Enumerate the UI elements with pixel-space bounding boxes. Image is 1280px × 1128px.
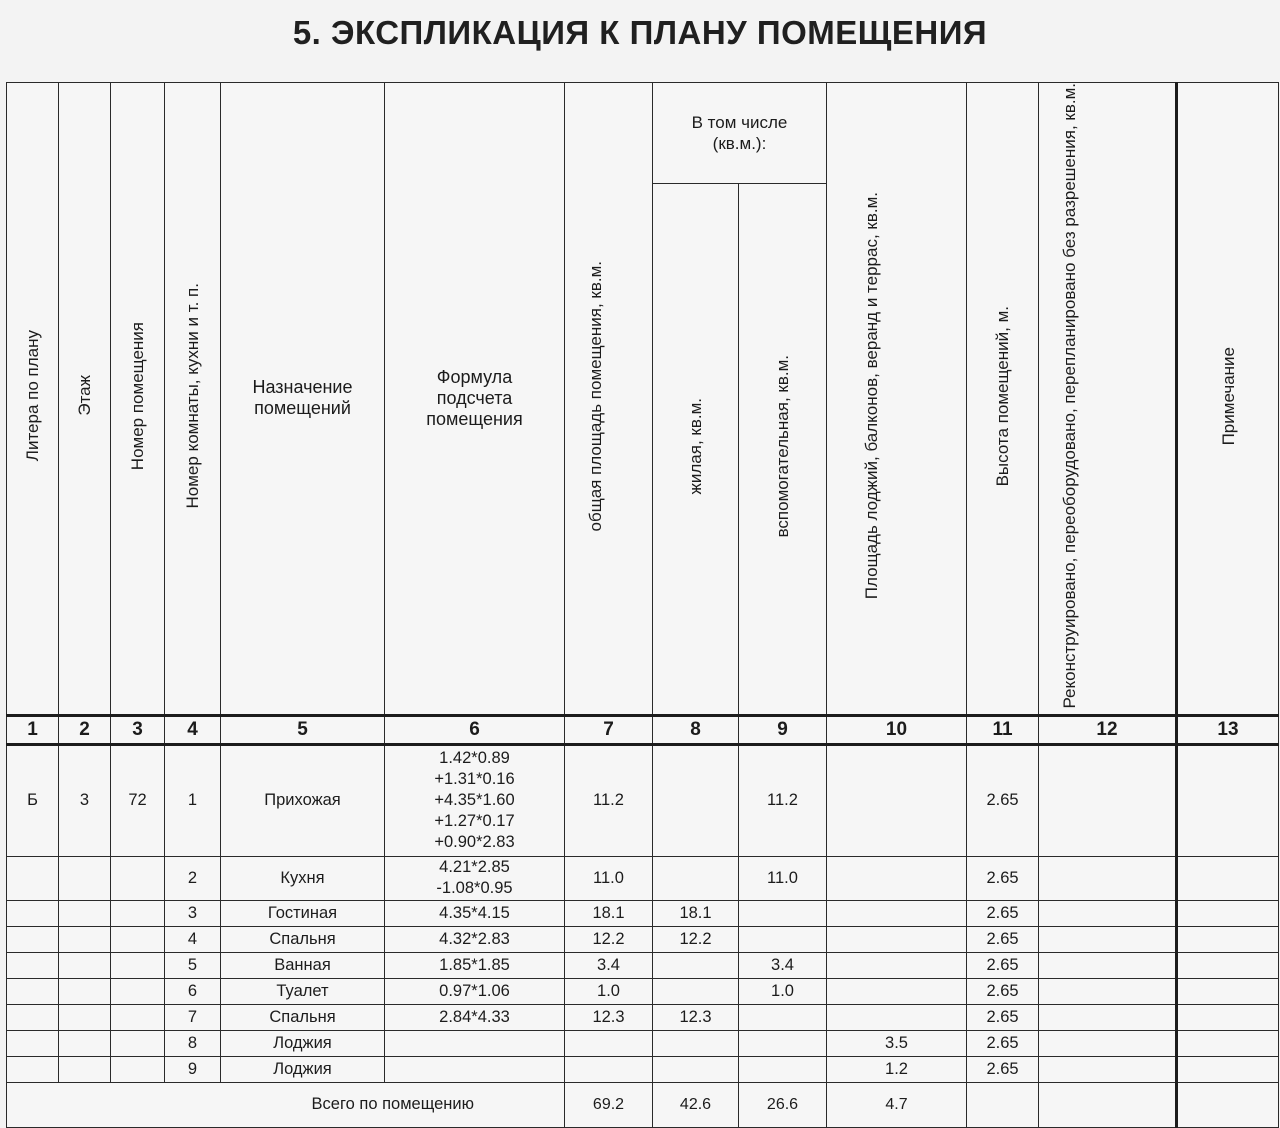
cell-room-number [111,952,165,978]
cell-etazh [59,926,111,952]
cell-total-area [565,1056,653,1082]
cell-litera [7,1030,59,1056]
cell-room-index: 6 [165,978,221,1004]
cell-formula: 1.85*1.85 [385,952,565,978]
cell-height: 2.65 [967,1030,1039,1056]
cell-room-index: 5 [165,952,221,978]
cell-primechanie [1177,1004,1279,1030]
cell-litera [7,926,59,952]
table-row [7,744,1279,856]
cell-primechanie [1177,856,1279,900]
cell-height: 2.65 [967,856,1039,900]
table-row [7,1056,1279,1082]
totals-rekonstr [1039,1082,1177,1127]
cell-aux-area: 11.0 [739,856,827,900]
header-nomer-komnaty: Номер комнаты, кухни и т. п. [165,83,221,716]
col-number: 12 [1039,715,1177,744]
col-number: 11 [967,715,1039,744]
cell-room-name: Лоджия [221,1056,385,1082]
cell-living-area [653,744,739,856]
cell-etazh [59,856,111,900]
col-number: 5 [221,715,385,744]
header-v-tom-chisle: В том числе (кв.м.): [653,83,827,184]
cell-aux-area [739,1056,827,1082]
cell-rekonstr [1039,1030,1177,1056]
cell-loggia-area [827,744,967,856]
cell-total-area: 12.2 [565,926,653,952]
cell-room-name: Кухня [221,856,385,900]
cell-height: 2.65 [967,952,1039,978]
cell-living-area [653,1030,739,1056]
cell-primechanie [1177,744,1279,856]
cell-formula: 4.21*2.85 -1.08*0.95 [385,856,565,900]
cell-room-number [111,1004,165,1030]
cell-aux-area [739,926,827,952]
cell-living-area [653,1056,739,1082]
cell-litera [7,900,59,926]
cell-total-area: 11.2 [565,744,653,856]
cell-room-name: Лоджия [221,1030,385,1056]
cell-formula: 4.32*2.83 [385,926,565,952]
cell-room-index: 1 [165,744,221,856]
cell-rekonstr [1039,978,1177,1004]
col-number: 1 [7,715,59,744]
cell-height: 2.65 [967,1004,1039,1030]
cell-room-number: 72 [111,744,165,856]
page-title: 5. ЭКСПЛИКАЦИЯ К ПЛАНУ ПОМЕЩЕНИЯ [292,14,988,51]
header-formula: Формула подсчета помещения [385,83,565,716]
cell-etazh [59,900,111,926]
cell-height: 2.65 [967,900,1039,926]
cell-room-name: Туалет [221,978,385,1004]
header-zhilaya: жилая, кв.м. [653,184,739,715]
cell-etazh [59,1056,111,1082]
cell-rekonstr [1039,856,1177,900]
cell-height: 2.65 [967,744,1039,856]
cell-aux-area [739,1030,827,1056]
cell-primechanie [1177,1030,1279,1056]
cell-litera: Б [7,744,59,856]
cell-formula: 2.84*4.33 [385,1004,565,1030]
col-number: 8 [653,715,739,744]
cell-height: 2.65 [967,978,1039,1004]
col-number: 13 [1177,715,1279,744]
col-number: 4 [165,715,221,744]
cell-room-number [111,978,165,1004]
header-lodzhii: Площадь лоджий, балконов, веранд и террас, кв.м. [827,83,967,716]
totals-total-area: 69.2 [565,1082,653,1127]
cell-primechanie [1177,900,1279,926]
header-rekonstruirovano: Реконструировано, переоборудовано, перепланировано без разрешения, кв.м. [1039,83,1177,716]
cell-litera [7,978,59,1004]
cell-room-number [111,1030,165,1056]
cell-loggia-area [827,978,967,1004]
col-number: 2 [59,715,111,744]
cell-loggia-area [827,926,967,952]
cell-litera [7,1004,59,1030]
cell-formula [385,1030,565,1056]
cell-living-area: 12.3 [653,1004,739,1030]
header-obshaya-ploshchad: общая площадь помещения, кв.м. [565,83,653,716]
cell-aux-area: 11.2 [739,744,827,856]
cell-litera [7,952,59,978]
cell-etazh [59,1004,111,1030]
column-numbers-row [7,715,1279,744]
cell-rekonstr [1039,744,1177,856]
cell-room-number [111,926,165,952]
cell-living-area [653,978,739,1004]
totals-living-area: 42.6 [653,1082,739,1127]
col-number: 9 [739,715,827,744]
table-row [7,978,1279,1004]
table-row [7,952,1279,978]
totals-height [967,1082,1039,1127]
cell-height: 2.65 [967,1056,1039,1082]
header-vysota: Высота помещений, м. [967,83,1039,716]
cell-loggia-area [827,952,967,978]
cell-rekonstr [1039,900,1177,926]
cell-room-index: 9 [165,1056,221,1082]
cell-room-number [111,900,165,926]
table-row [7,926,1279,952]
totals-loggia-area: 4.7 [827,1082,967,1127]
header-etazh: Этаж [59,83,111,716]
cell-loggia-area [827,1004,967,1030]
cell-room-name: Спальня [221,926,385,952]
cell-room-index: 3 [165,900,221,926]
cell-height: 2.65 [967,926,1039,952]
cell-room-number [111,1056,165,1082]
explication-table [6,82,1279,1128]
totals-aux-area: 26.6 [739,1082,827,1127]
cell-room-index: 4 [165,926,221,952]
cell-litera [7,856,59,900]
cell-litera [7,1056,59,1082]
cell-loggia-area: 3.5 [827,1030,967,1056]
cell-rekonstr [1039,1056,1177,1082]
cell-living-area [653,952,739,978]
cell-loggia-area [827,900,967,926]
col-number: 10 [827,715,967,744]
cell-total-area: 3.4 [565,952,653,978]
cell-total-area: 11.0 [565,856,653,900]
cell-formula [385,1056,565,1082]
cell-living-area: 12.2 [653,926,739,952]
totals-row [7,1082,1279,1127]
cell-room-name: Прихожая [221,744,385,856]
cell-living-area: 18.1 [653,900,739,926]
cell-etazh [59,1030,111,1056]
cell-room-name: Спальня [221,1004,385,1030]
cell-room-name: Гостиная [221,900,385,926]
col-number: 7 [565,715,653,744]
cell-etazh [59,952,111,978]
cell-formula: 1.42*0.89 +1.31*0.16 +4.35*1.60 +1.27*0.17 +0.90*2.83 [385,744,565,856]
table-row [7,1030,1279,1056]
cell-total-area: 18.1 [565,900,653,926]
cell-aux-area: 3.4 [739,952,827,978]
cell-total-area: 12.3 [565,1004,653,1030]
cell-primechanie [1177,952,1279,978]
col-number: 6 [385,715,565,744]
cell-room-name: Ванная [221,952,385,978]
cell-room-index: 7 [165,1004,221,1030]
table-row [7,1004,1279,1030]
cell-aux-area: 1.0 [739,978,827,1004]
cell-formula: 4.35*4.15 [385,900,565,926]
cell-room-index: 2 [165,856,221,900]
cell-rekonstr [1039,952,1177,978]
cell-etazh: 3 [59,744,111,856]
cell-room-index: 8 [165,1030,221,1056]
header-nomer-pomeshcheniya: Номер помещения [111,83,165,716]
cell-primechanie [1177,978,1279,1004]
cell-total-area: 1.0 [565,978,653,1004]
cell-aux-area [739,900,827,926]
cell-loggia-area [827,856,967,900]
cell-formula: 0.97*1.06 [385,978,565,1004]
totals-label: Всего по помещению [7,1082,565,1127]
header-primechanie: Примечание [1177,83,1279,716]
cell-aux-area [739,1004,827,1030]
header-litera: Литера по плану [7,83,59,716]
table-row [7,900,1279,926]
cell-total-area [565,1030,653,1056]
cell-loggia-area: 1.2 [827,1056,967,1082]
cell-room-number [111,856,165,900]
col-number: 3 [111,715,165,744]
cell-rekonstr [1039,926,1177,952]
cell-rekonstr [1039,1004,1177,1030]
cell-living-area [653,856,739,900]
table-row [7,856,1279,900]
header-naznachenie: Назначение помещений [221,83,385,716]
cell-etazh [59,978,111,1004]
totals-primechanie [1177,1082,1279,1127]
cell-primechanie [1177,926,1279,952]
cell-primechanie [1177,1056,1279,1082]
header-vspomogatelnaya: вспомогательная, кв.м. [739,184,827,715]
